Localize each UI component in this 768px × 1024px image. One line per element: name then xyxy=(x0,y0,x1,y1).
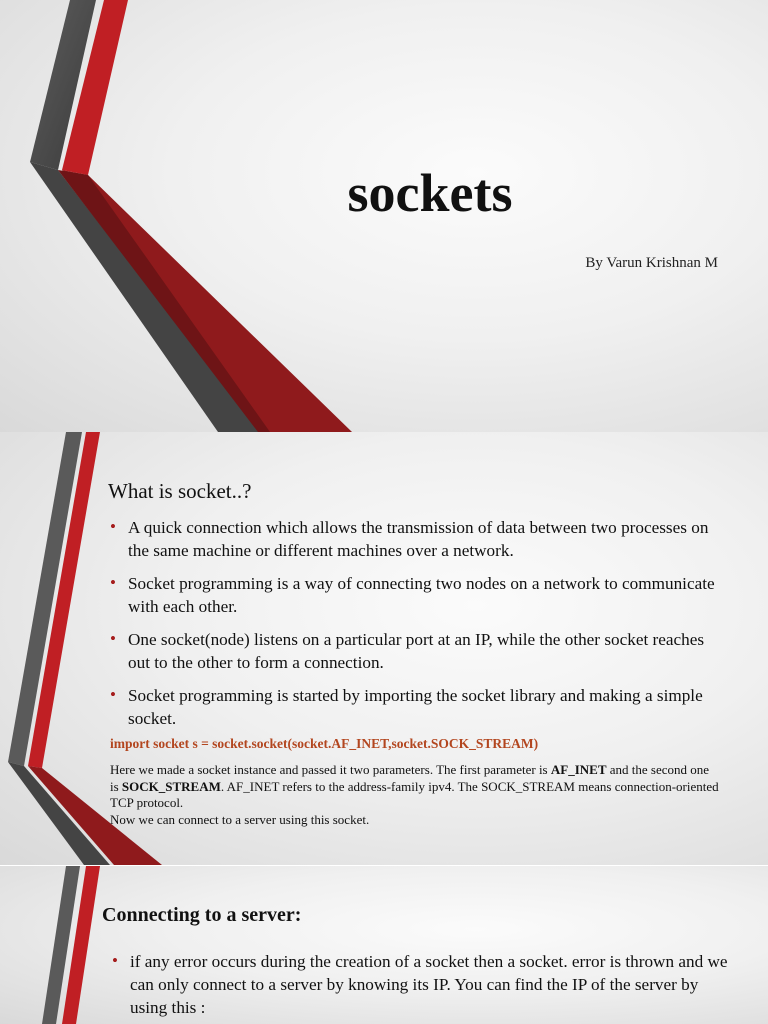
bullet-item: • Socket programming is started by importing the socket library and making a simple socket. xyxy=(110,685,703,728)
bullet-dot-icon: • xyxy=(110,573,116,592)
slide2-bullet-list xyxy=(110,516,730,740)
slide3-heading: Connecting to a server: xyxy=(102,904,302,926)
bullet-item: • A quick connection which allows the transmission of data between two processes on the same machine or different machines over a network. xyxy=(110,517,709,560)
bullet-item: • One socket(node) listens on a particular port at an IP, while the other socket reaches out to the other to form a connection. xyxy=(110,629,705,672)
bullet-dot-icon: • xyxy=(110,629,116,648)
explanation-text: Here we made a socket instance and passed it two parameters. The first parameter is AF_INET and the second one is SOCK_STREAM. AF_INET refers to the address-family ipv4. The SOCK_STREAM means connection-oriented TCP protocol. Now we can connect to a server using this socket. xyxy=(110,762,719,827)
bullet-item: • Socket programming is a way of connecting two nodes on a network to communicate with each other. xyxy=(110,573,715,616)
sock-stream-keyword: SOCK_STREAM xyxy=(121,778,221,794)
bullet-dot-icon: • xyxy=(112,951,118,970)
slide-title xyxy=(0,0,768,432)
slide2-heading: What is socket..? xyxy=(108,479,252,503)
slide-connecting-to-server xyxy=(0,866,768,1024)
code-snippet: import socket s = socket.socket(socket.AF_INET,socket.SOCK_STREAM) xyxy=(110,736,539,751)
slide1-byline: By Varun Krishnan M xyxy=(585,255,718,271)
bullet-dot-icon: • xyxy=(110,517,116,536)
af-inet-keyword: AF_INET xyxy=(550,762,607,777)
slide3-stripe-decoration xyxy=(0,866,110,1024)
bullet-dot-icon: • xyxy=(110,685,116,704)
slide3-bullet-list xyxy=(112,950,732,1024)
slide1-title: sockets xyxy=(347,163,513,223)
bullet-item: • if any error occurs during the creation of a socket then a socket. error is thrown and we can only connect to a server by knowing its IP. You can find the IP of the server by using this : xyxy=(112,951,728,1017)
slide-what-is-socket xyxy=(0,432,768,865)
